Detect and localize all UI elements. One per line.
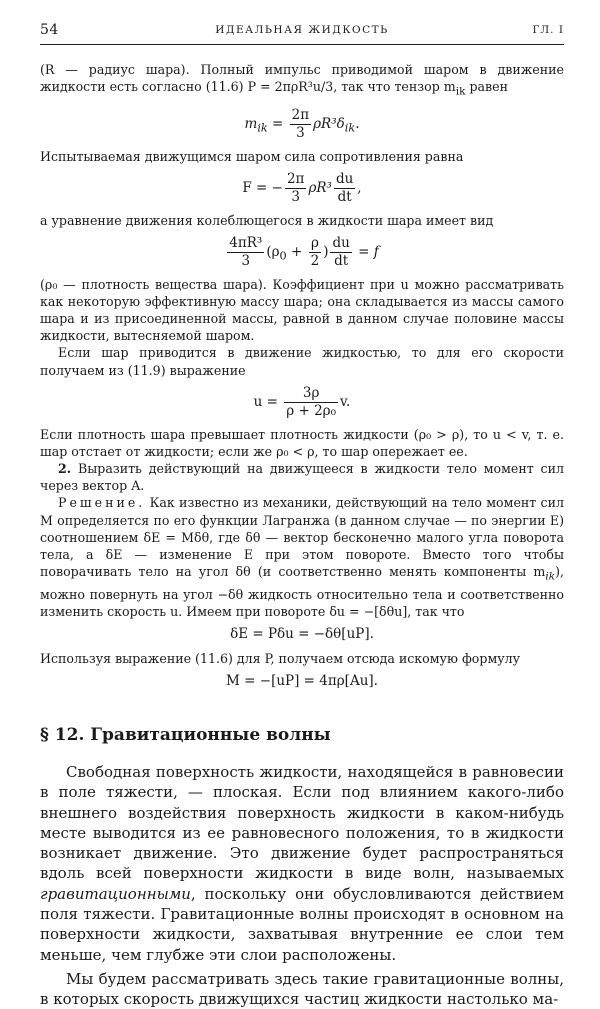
equation-mass-tensor: $m_{ik}$ = $\frac{2\pi}{3}$ $\rho R^3\delta_{ik}$. [244, 106, 360, 141]
equation-moment: M = −[uP] = 4πρ[Au]. [226, 672, 378, 689]
running-title: ИДЕАЛЬНАЯ ЖИДКОСТЬ [215, 24, 389, 36]
book-page [40, 20, 564, 1009]
equation-energy-variation: δE = Pδu = −δθ[uP]. [230, 626, 374, 643]
paragraph-effective-mass: (ρ₀ — плотность вещества шара). Коэффициент при u можно рассматривать как некоторую эффективную массу шара; она складывается из массы самого шара и из присоединенной массы, равной в данном случае половине массы жидкости, вытесняемой шаром. [40, 276, 564, 344]
problem-text [40, 61, 564, 690]
chapter-label: ГЛ. I [532, 24, 564, 36]
paragraph-momentum: (R — радиус шара). Полный импульс приводимой шаром в движение жидкости есть согласно (11.6) P = 2πρR³u/3, так что тензор $m_{ik}$ равен [40, 62, 564, 98]
page-number: 54 [40, 22, 59, 38]
solution-paragraph: Решение. Как известно из механики, действующий на тело момент сил M определяется по его функции Лагранжа (в данном случае — по энергии E) соотношением δE = Mδθ, где δθ — вектор бесконечно малого угла поворота тела, а δE — изменение E при этом повороте. Вместо того чтобы поворачивать тело на угол δθ (и соответственно менять компоненты $m_{ik}$), можно повернуть на угол −δθ жидкость относительно тела и соответственно изменить скорость u. Имеем при повороте δu = −[δθu], так что [40, 495, 564, 620]
equation-drag-force: F = − $\frac{2\pi}{3}$ ρR³ $\frac{du}{dt}$ , [242, 170, 362, 205]
equation-velocity: u = $\frac{3\rho}{\text{ρ + 2ρ₀}}$ v. [253, 384, 351, 419]
paragraph-density: Если плотность шара превышает плотность жидкости (ρ₀ > ρ), то u < v, т. е. шар отстает от жидкости; если же ρ₀ < ρ, то шар опережает ее. [40, 426, 564, 459]
section-paragraph-1: Свободная поверхность жидкости, находящейся в равновесии в поле тяжести, — плоская. Если под влиянием какого-либо внешнего воздействия поверхность жидкости в каком-нибудь месте выводится из ее равновесного положения, то в жидкости возникает движение. Это движение будет распространяться вдоль всей поверхности жидкости в виде волн, называемых гравитационными, поскольку они обусловливаются действием поля тяжести. Гравитационные волны происходят в основном на поверхности жидкости, захватывая внутренние ее слои тем меньше, чем глубже эти слои расположены. [40, 762, 564, 964]
paragraph-drag: Испытываемая движущимся шаром сила сопротивления равна [40, 148, 464, 164]
equation-motion: $\frac{\text{4πR³}}{3}$ ($\rho_0$ + $\frac{\rho}{2}$ ) $\frac{du}{dt}$ = f [229, 234, 379, 269]
section-paragraph-2: Мы будем рассматривать здесь такие гравитационные волны, в которых скорость движущихся частиц жидкости настолько ма- [40, 969, 564, 1009]
italic-term: гравитационными [40, 884, 191, 903]
header-rule [40, 44, 564, 45]
problem-2: 2. Выразить действующий на движущееся в жидкости тело момент сил через вектор A. [40, 460, 564, 494]
section-body [40, 762, 564, 1009]
paragraph-conclusion: Используя выражение (11.6) для P, получаем отсюда искомую формулу [40, 650, 521, 666]
solution-label: Решение. [58, 495, 146, 511]
paragraph-sphere-velocity: Если шар приводится в движение жидкостью, то для его скорости получаем из (11.9) выражение [40, 345, 564, 378]
section-title: § 12. Гравитационные волны [40, 724, 331, 745]
paragraph-motion: а уравнение движения колеблющегося в жидкости шара имеет вид [40, 212, 494, 228]
page-header [40, 20, 564, 40]
